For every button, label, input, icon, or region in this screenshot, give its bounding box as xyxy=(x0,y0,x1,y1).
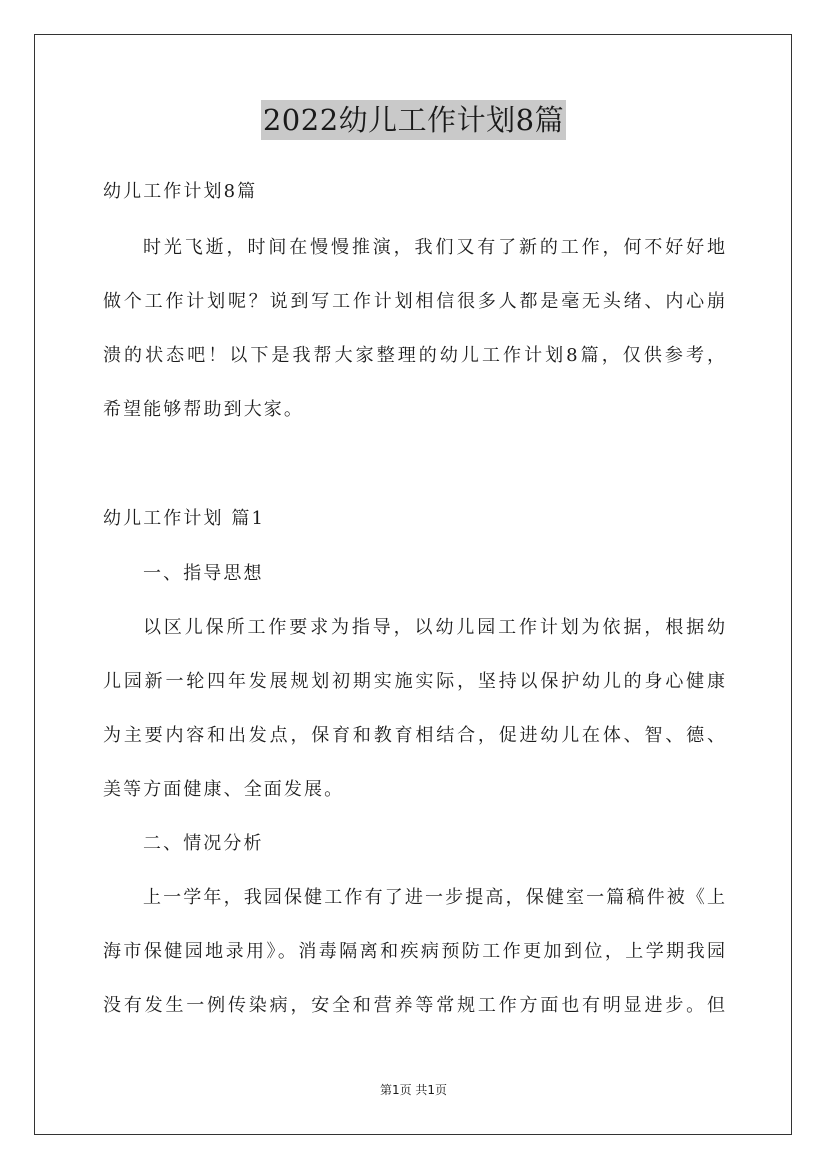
title-container xyxy=(0,100,827,140)
paragraph-line: 海市保健园地录用》。消毒隔离和疾病预防工作更加到位，上学期我园 xyxy=(103,941,725,962)
heading-guiding-ideology: 一、指导思想 xyxy=(143,563,264,584)
paragraph-line: 为主要内容和出发点，保育和教育相结合，促进幼儿在体、智、德、 xyxy=(103,725,725,746)
page-footer: 第1页 共1页 xyxy=(379,1083,448,1097)
paragraph-line: 以区儿保所工作要求为指导，以幼儿园工作计划为依据，根据幼 xyxy=(143,617,725,638)
paragraph-line: 没有发生一例传染病，安全和营养等常规工作方面也有明显进步。但 xyxy=(103,995,725,1016)
intro-line: 溃的状态吧！以下是我帮大家整理的幼儿工作计划8篇，仅供参考， xyxy=(103,345,725,366)
section-heading: 幼儿工作计划 篇1 xyxy=(103,508,266,529)
paragraph-line: 上一学年，我园保健工作有了进一步提高，保健室一篇稿件被《上 xyxy=(143,887,725,908)
heading-situation-analysis: 二、情况分析 xyxy=(143,833,264,854)
intro-line: 希望能够帮助到大家。 xyxy=(103,399,304,420)
paragraph-line: 儿园新一轮四年发展规划初期实施实际，坚持以保护幼儿的身心健康 xyxy=(103,671,725,692)
intro-line: 时光飞逝，时间在慢慢推演，我们又有了新的工作，何不好好地 xyxy=(143,237,725,258)
document-title: 2022幼儿工作计划8篇 xyxy=(261,100,566,140)
intro-line: 做个工作计划呢？说到写工作计划相信很多人都是毫无头绪、内心崩 xyxy=(103,291,725,312)
paragraph-line: 美等方面健康、全面发展。 xyxy=(103,779,345,800)
document-subtitle: 幼儿工作计划8篇 xyxy=(103,181,258,202)
